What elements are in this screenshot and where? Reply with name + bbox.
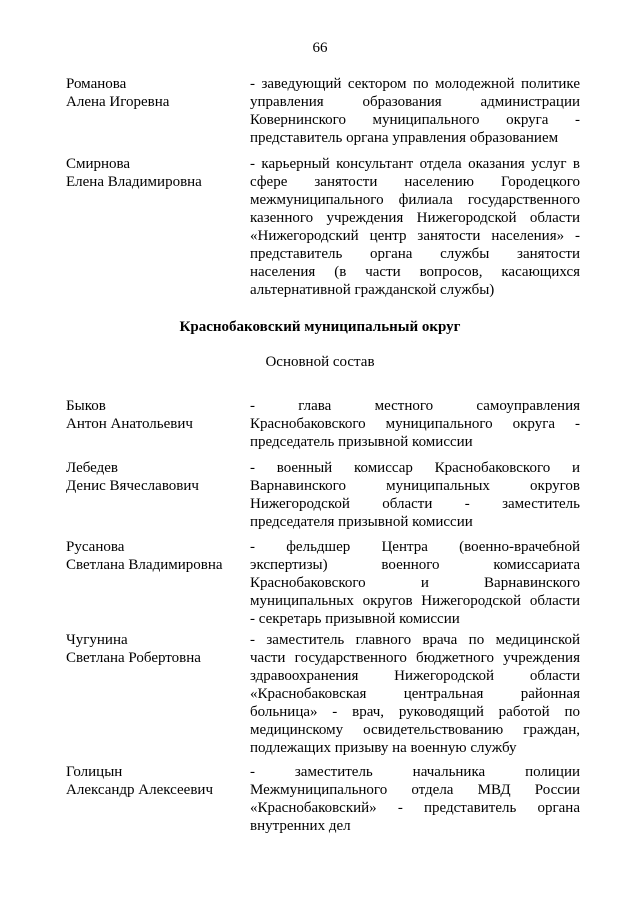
role-line: медицинскому освидетельствованию граждан, [250,722,580,738]
role-line: - военный комиссар Краснобаковского и [250,460,580,476]
role-line: внутренних дел [250,818,351,834]
member-surname: Романова [66,76,127,92]
role-line: межмуниципального филиала государственного [250,192,580,208]
member-role [250,155,580,299]
role-line: - карьерный консультант отдела оказания услуг в [250,156,580,172]
role-line: населения (в части вопросов, касающихся [250,264,580,280]
member-name [66,763,246,799]
member-surname: Смирнова [66,156,131,172]
member-given-name: Александр Алексеевич [66,782,213,798]
role-line: Ковернинского муниципального округа - [250,112,580,128]
member-name [66,459,246,495]
member-given-name: Светлана Робертовна [66,650,201,666]
role-line: - глава местного самоуправления [250,398,580,414]
member-surname: Русанова [66,539,125,555]
member-given-name: Алена Игоревна [66,94,170,110]
role-line: - заместитель начальника полиции [250,764,580,780]
member-surname: Быков [66,398,106,414]
member-surname: Голицын [66,764,123,780]
member-given-name: Елена Владимировна [66,174,202,190]
member-role [250,763,580,835]
member-surname: Лебедев [66,460,118,476]
role-line: альтернативной гражданской службы) [250,282,495,298]
role-line: Межмуниципального отдела МВД России [250,782,580,798]
role-line: «Краснобаковский» - представитель органа [250,800,580,816]
member-name [66,631,246,667]
role-line: казенного учреждения Нижегородской области [250,210,580,226]
role-line: Краснобаковского муниципального округа - [250,416,580,432]
role-line: - заведующий сектором по молодежной политике [250,76,580,92]
page-number: 66 [312,40,328,56]
role-line: Краснобаковского и Варнавинского [250,575,580,591]
role-line: больница» - врач, руководящий работой по [250,704,580,720]
role-line: здравоохранения Нижегородской области [250,668,580,684]
role-line: части государственного бюджетного учреждения [250,650,580,666]
member-given-name: Денис Вячеславович [66,478,199,494]
role-line: «Краснобаковская центральная районная [250,686,580,702]
member-role [250,459,580,531]
section-title: Краснобаковский муниципальный округ [179,319,461,335]
member-given-name: Антон Анатольевич [66,416,193,432]
member-role [250,631,580,757]
role-line: - секретарь призывной комиссии [250,611,460,627]
role-line: Нижегородской области - заместитель [250,496,580,512]
role-line: сфере занятости населению Городецкого [250,174,580,190]
role-line: муниципальных округов Нижегородской области [250,593,580,609]
member-name [66,538,246,574]
member-name [66,75,246,111]
member-role [250,75,580,147]
role-line: председателя призывной комиссии [250,514,473,530]
member-given-name: Светлана Владимировна [66,557,223,573]
member-surname: Чугунина [66,632,128,648]
subsection-title: Основной состав [265,354,375,370]
member-role [250,538,580,628]
role-line: Варнавинского муниципальных округов [250,478,580,494]
role-line: - фельдшер Центра (военно-врачебной [250,539,580,555]
member-name [66,397,246,433]
role-line: экспертизы) военного комиссариата [250,557,580,573]
role-line: представитель органа службы занятости [250,246,580,262]
member-name [66,155,246,191]
role-line: подлежащих призыву на военную службу [250,740,517,756]
role-line: - заместитель главного врача по медицинской [250,632,580,648]
member-role [250,397,580,451]
role-line: управления образования администрации [250,94,580,110]
role-line: «Нижегородский центр занятости населения» - [250,228,580,244]
role-line: представитель органа управления образованием [250,130,559,146]
role-line: председатель призывной комиссии [250,434,473,450]
